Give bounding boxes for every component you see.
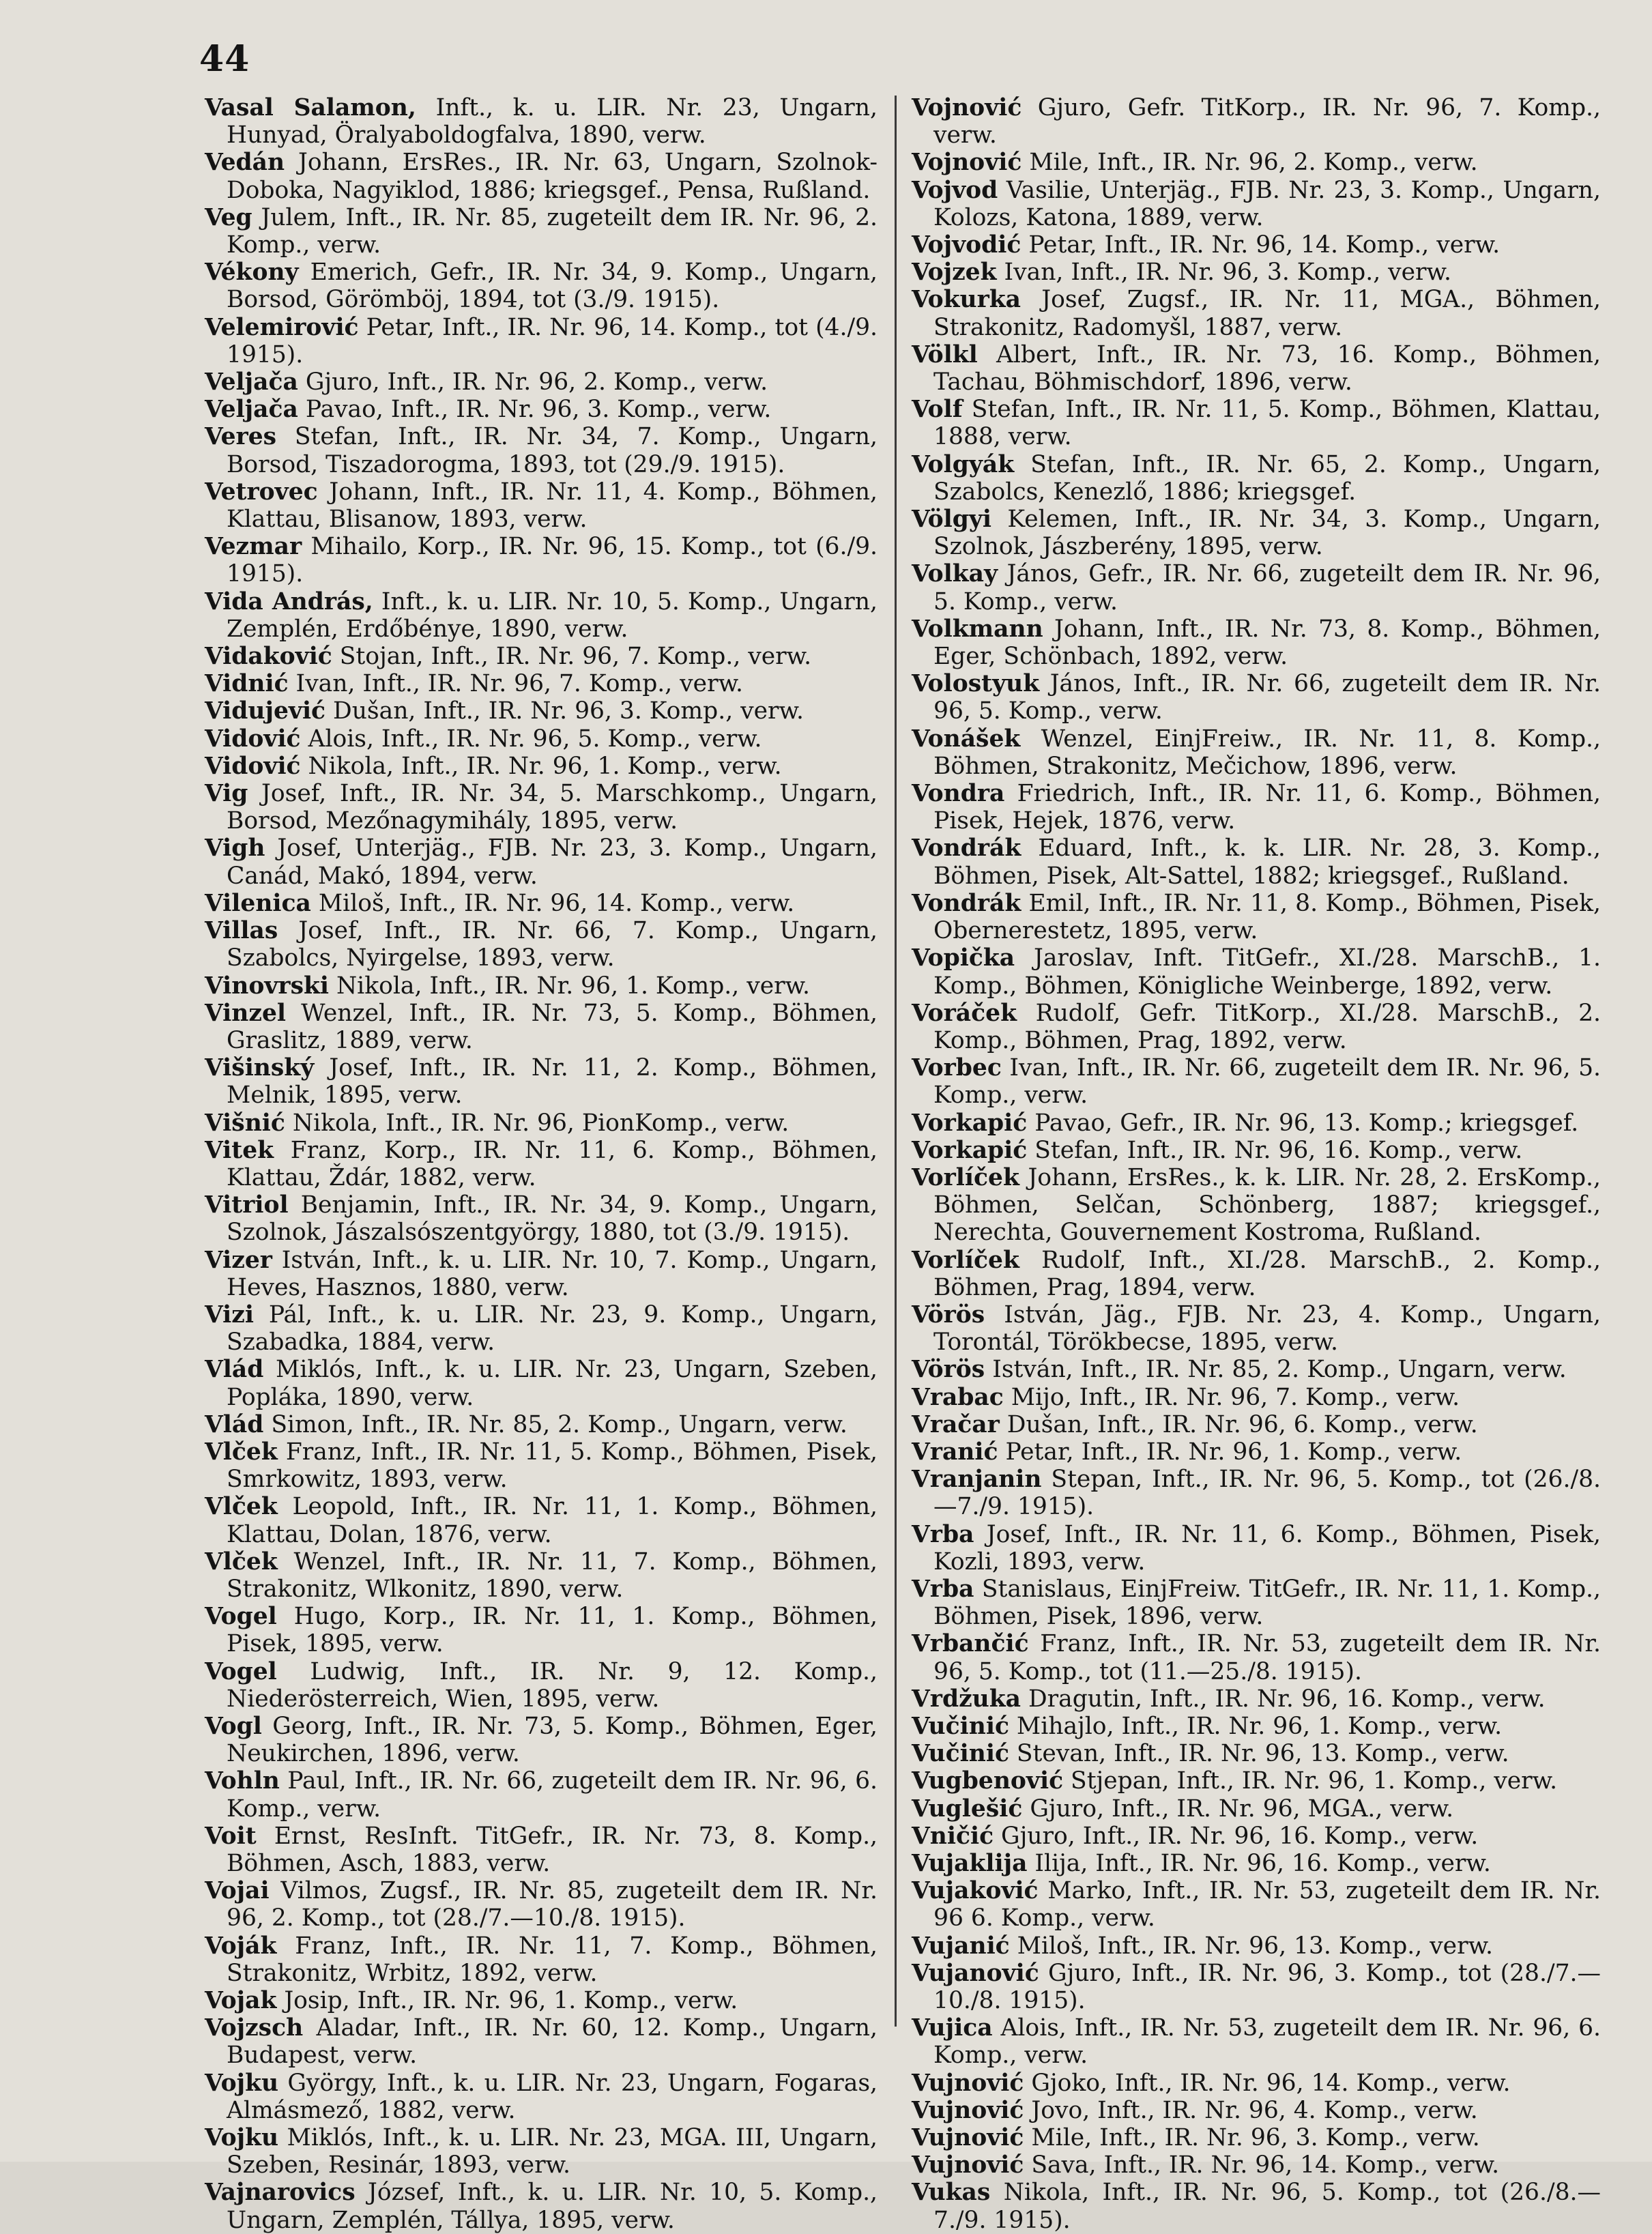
entry-details: Stojan, Inft., IR. Nr. 96, 7. Komp., verw. bbox=[332, 643, 812, 671]
entry-surname: Vonášek bbox=[912, 725, 1021, 753]
entry-surname: Villas bbox=[205, 917, 278, 945]
entry-details: Johann, Inft., IR. Nr. 73, 8. Komp., Böhmen, Eger, Schönbach, 1892, verw. bbox=[933, 615, 1601, 671]
entry-details: István, Jäg., FJB. Nr. 23, 4. Komp., Ungarn, Torontál, Törökbecse, 1895, verw. bbox=[933, 1301, 1601, 1357]
entry-surname: Vujanić bbox=[912, 1932, 1010, 1960]
left-column bbox=[205, 94, 878, 2234]
entry-surname: Vedán bbox=[205, 149, 285, 177]
entry-surname: Vetrovec bbox=[205, 478, 318, 506]
casualty-entry bbox=[205, 1191, 878, 1246]
entry-surname: Vizer bbox=[205, 1246, 272, 1274]
entry-details: Stefan, Inft., IR. Nr. 65, 2. Komp., Ungarn, Szabolcs, Kenezlő, 1886; kriegsgef. bbox=[933, 450, 1601, 506]
casualty-entry bbox=[205, 1109, 878, 1137]
casualty-entry bbox=[205, 1932, 878, 1987]
casualty-entry bbox=[205, 1877, 878, 1932]
entry-surname: Voják bbox=[205, 1932, 277, 1960]
casualty-entry bbox=[205, 917, 878, 972]
entry-details: Ivan, Inft., IR. Nr. 96, 3. Komp., verw. bbox=[996, 259, 1451, 287]
casualty-entry bbox=[205, 972, 878, 1000]
entry-details: István, Inft., IR. Nr. 85, 2. Komp., Ungarn, verw. bbox=[985, 1356, 1567, 1384]
casualty-entry bbox=[205, 835, 878, 889]
entry-details: Josip, Inft., IR. Nr. 96, 1. Komp., verw. bbox=[276, 1987, 738, 2015]
entry-surname: Vujica bbox=[912, 2014, 993, 2042]
entry-surname: Vojku bbox=[205, 2124, 279, 2152]
casualty-entry bbox=[912, 1685, 1601, 1713]
casualty-entry bbox=[205, 314, 878, 368]
entry-details: Ilija, Inft., IR. Nr. 96, 16. Komp., verw. bbox=[1027, 1850, 1491, 1877]
entry-surname: Vojai bbox=[205, 1877, 270, 1905]
entry-details: János, Inft., IR. Nr. 66, zugeteilt dem IR. Nr. 96, 5. Komp., verw. bbox=[933, 670, 1601, 725]
entry-surname: Vujnović bbox=[912, 2151, 1024, 2179]
casualty-entry bbox=[205, 204, 878, 259]
entry-details: Franz, Inft., IR. Nr. 11, 7. Komp., Böhmen, Strakonitz, Wrbitz, 1892, verw. bbox=[227, 1932, 878, 1987]
casualty-entry bbox=[912, 1630, 1601, 1685]
casualty-entry bbox=[912, 1137, 1601, 1164]
entry-details: Nikola, Inft., IR. Nr. 96, 1. Komp., verw. bbox=[300, 752, 782, 780]
casualty-entry bbox=[205, 2070, 878, 2124]
entry-details: Kelemen, Inft., IR. Nr. 34, 3. Komp., Ungarn, Szolnok, Jászberény, 1895, verw. bbox=[933, 506, 1601, 561]
entry-details: Miklós, Inft., k. u. LIR. Nr. 23, MGA. III, Ungarn, Szeben, Resinár, 1893, verw. bbox=[227, 2124, 878, 2179]
entry-details: Emil, Inft., IR. Nr. 11, 8. Komp., Böhmen, Pisek, Obernerestetz, 1895, verw. bbox=[933, 889, 1601, 945]
entry-surname: Vinzel bbox=[205, 999, 286, 1027]
casualty-entry bbox=[912, 1713, 1601, 1740]
casualty-entry bbox=[912, 1466, 1601, 1520]
casualty-entry bbox=[912, 451, 1601, 506]
casualty-entry bbox=[205, 1438, 878, 1493]
casualty-entry bbox=[205, 1301, 878, 1356]
entry-surname: Vučinić bbox=[912, 1712, 1009, 1740]
entry-details: Josef, Inft., IR. Nr. 34, 5. Marschkomp., Ungarn, Borsod, Mezőnagymihály, 1895, verw. bbox=[227, 780, 878, 835]
entry-surname: Vojzek bbox=[912, 259, 997, 287]
entry-surname: Vorkapić bbox=[912, 1136, 1028, 1164]
entry-surname: Vrba bbox=[912, 1520, 974, 1548]
casualty-entry bbox=[205, 533, 878, 587]
casualty-entry bbox=[912, 177, 1601, 231]
entry-surname: Vorlíček bbox=[912, 1246, 1019, 1274]
entry-details: Jaroslav, Inft. TitGefr., XI./28. MarschB., 1. Komp., Böhmen, Königliche Weinberge, 1892, verw. bbox=[933, 944, 1601, 1000]
casualty-entry bbox=[912, 890, 1601, 944]
entry-details: Stepan, Inft., IR. Nr. 96, 5. Komp., tot (26./8.—7./9. 1915). bbox=[933, 1466, 1601, 1521]
entry-surname: Vugbenović bbox=[912, 1767, 1064, 1795]
entry-details: Franz, Inft., IR. Nr. 53, zugeteilt dem IR. Nr. 96, 5. Komp., tot (11.—25./8. 1915). bbox=[933, 1630, 1601, 1685]
entry-details: Sava, Inft., IR. Nr. 96, 14. Komp., verw. bbox=[1024, 2151, 1500, 2179]
entry-details: Albert, Inft., IR. Nr. 73, 16. Komp., Böhmen, Tachau, Böhmischdorf, 1896, verw. bbox=[933, 340, 1601, 396]
entry-surname: Vujaklija bbox=[912, 1850, 1028, 1877]
entry-details: Johann, ErsRes., IR. Nr. 63, Ungarn, Szolnok-Doboka, Nagyiklod, 1886; kriegsgef., Pensa, Rußland. bbox=[227, 149, 878, 204]
entry-details: Josef, Zugsf., IR. Nr. 11, MGA., Böhmen, Strakonitz, Radomyšl, 1887, verw. bbox=[933, 286, 1601, 341]
casualty-entry bbox=[205, 697, 878, 725]
entry-surname: Vlček bbox=[205, 1493, 278, 1521]
entry-surname: Velemirović bbox=[205, 313, 359, 341]
entry-surname: Vidović bbox=[205, 752, 301, 780]
casualty-entry bbox=[205, 1713, 878, 1767]
entry-details: Paul, Inft., IR. Nr. 66, zugeteilt dem IR. Nr. 96, 6. Komp., verw. bbox=[227, 1767, 878, 1823]
entry-surname: Vondra bbox=[912, 780, 1005, 808]
casualty-entry bbox=[205, 1987, 878, 2014]
entry-details: Josef, Unterjäg., FJB. Nr. 23, 3. Komp., Ungarn, Canád, Makó, 1894, verw. bbox=[227, 835, 878, 890]
entry-surname: Vrdžuka bbox=[912, 1685, 1021, 1713]
entry-details: Inft., k. u. LIR. Nr. 23, Ungarn, Hunyad, Öralyaboldogfalva, 1890, verw. bbox=[227, 94, 878, 149]
casualty-entry bbox=[912, 780, 1601, 835]
entry-surname: Vrbančić bbox=[912, 1630, 1029, 1658]
entry-surname: Vojku bbox=[205, 2069, 279, 2097]
entry-surname: Vranić bbox=[912, 1438, 998, 1466]
casualty-entry bbox=[912, 1384, 1601, 1411]
casualty-entry bbox=[912, 1247, 1601, 1301]
entry-details: Nikola, Inft., IR. Nr. 96, PionKomp., verw. bbox=[285, 1109, 789, 1137]
entry-details: Hugo, Korp., IR. Nr. 11, 1. Komp., Böhmen, Pisek, 1895, verw. bbox=[227, 1603, 878, 1658]
casualty-entry bbox=[912, 149, 1601, 176]
casualty-entry bbox=[205, 94, 878, 149]
casualty-entry bbox=[205, 643, 878, 670]
entry-details: Friedrich, Inft., IR. Nr. 11, 6. Komp., Böhmen, Pisek, Hejek, 1876, verw. bbox=[933, 780, 1601, 835]
entry-details: Benjamin, Inft., IR. Nr. 34, 9. Komp., Ungarn, Szolnok, Jászalsószentgyörgy, 1880, tot (3./9. 1915). bbox=[227, 1191, 878, 1247]
entry-surname: Volgyák bbox=[912, 450, 1015, 478]
entry-details: Dušan, Inft., IR. Nr. 96, 6. Komp., verw. bbox=[999, 1410, 1478, 1438]
casualty-entry bbox=[205, 1356, 878, 1410]
entry-details: Mijo, Inft., IR. Nr. 96, 7. Komp., verw. bbox=[1003, 1383, 1460, 1411]
entry-surname: Vujnović bbox=[912, 2069, 1024, 2097]
entry-surname: Veljača bbox=[205, 396, 298, 424]
entry-surname: Völkl bbox=[912, 340, 978, 368]
casualty-entry bbox=[912, 560, 1601, 615]
entry-details: Rudolf, Inft., XI./28. MarschB., 2. Komp., Böhmen, Prag, 1894, verw. bbox=[933, 1246, 1601, 1301]
entry-surname: Vogl bbox=[205, 1712, 262, 1740]
entry-details: Miloš, Inft., IR. Nr. 96, 13. Komp., verw. bbox=[1009, 1932, 1493, 1960]
entry-surname: Veg bbox=[205, 203, 252, 231]
casualty-entry bbox=[205, 396, 878, 423]
entry-surname: Vékony bbox=[205, 259, 299, 287]
entry-surname: Vujaković bbox=[912, 1877, 1039, 1905]
entry-surname: Vojzsch bbox=[205, 2014, 304, 2042]
entry-details: Leopold, Inft., IR. Nr. 11, 1. Komp., Böhmen, Klattau, Dolan, 1876, verw. bbox=[227, 1493, 878, 1548]
casualty-entry bbox=[912, 1767, 1601, 1795]
entry-details: Gjuro, Gefr. TitKorp., IR. Nr. 96, 7. Komp., verw. bbox=[933, 94, 1601, 149]
entry-surname: Vörös bbox=[912, 1356, 985, 1384]
casualty-entry bbox=[205, 1767, 878, 1822]
entry-surname: Vojak bbox=[205, 1987, 277, 2015]
casualty-entry bbox=[205, 2014, 878, 2069]
column-divider bbox=[895, 96, 897, 2027]
entry-surname: Vinovrski bbox=[205, 972, 330, 1000]
entry-surname: Vojvod bbox=[912, 176, 998, 204]
entry-details: Ludwig, Inft., IR. Nr. 9, 12. Komp., Niederösterreich, Wien, 1895, verw. bbox=[227, 1657, 878, 1713]
entry-surname: Volkmann bbox=[912, 615, 1043, 643]
casualty-entry bbox=[912, 2124, 1601, 2151]
casualty-entry bbox=[205, 1054, 878, 1109]
entry-details: János, Gefr., IR. Nr. 66, zugeteilt dem IR. Nr. 96, 5. Komp., verw. bbox=[933, 560, 1601, 615]
entry-details: Rudolf, Gefr. TitKorp., XI./28. MarschB., 2. Komp., Böhmen, Prag, 1892, verw. bbox=[933, 999, 1601, 1054]
entry-details: Mile, Inft., IR. Nr. 96, 2. Komp., verw. bbox=[1021, 149, 1478, 177]
entry-details: Simon, Inft., IR. Nr. 85, 2. Komp., Ungarn, verw. bbox=[263, 1410, 847, 1438]
casualty-entry bbox=[205, 588, 878, 643]
entry-details: Emerich, Gefr., IR. Nr. 34, 9. Komp., Ungarn, Borsod, Görömböj, 1894, tot (3./9. 1915). bbox=[227, 259, 878, 314]
casualty-entry bbox=[205, 1658, 878, 1713]
entry-surname: Vitek bbox=[205, 1136, 274, 1164]
entry-details: Marko, Inft., IR. Nr. 53, zugeteilt dem IR. Nr. 96 6. Komp., verw. bbox=[933, 1877, 1601, 1932]
entry-surname: Vogel bbox=[205, 1657, 277, 1685]
entry-surname: Vukas bbox=[912, 2179, 991, 2207]
entry-surname: Vničić bbox=[912, 1822, 994, 1850]
entry-surname: Vujanović bbox=[912, 1959, 1039, 1987]
entry-surname: Veljača bbox=[205, 368, 298, 396]
entry-details: Pál, Inft., k. u. LIR. Nr. 23, 9. Komp., Ungarn, Szabadka, 1884, verw. bbox=[227, 1301, 878, 1357]
entry-surname: Vranjanin bbox=[912, 1466, 1042, 1494]
entry-details: Johann, ErsRes., k. k. LIR. Nr. 28, 2. ErsKomp., Böhmen, Selčan, Schönberg, 1887; kriegsgef., Nerechta, Gouvernement Kostroma, Rußland. bbox=[933, 1163, 1601, 1247]
entry-details: Nikola, Inft., IR. Nr. 96, 1. Komp., verw. bbox=[329, 972, 811, 1000]
entry-surname: Voit bbox=[205, 1822, 257, 1850]
entry-details: Franz, Inft., IR. Nr. 11, 5. Komp., Böhmen, Pisek, Smrkowitz, 1893, verw. bbox=[227, 1438, 878, 1494]
entry-surname: Volf bbox=[912, 396, 963, 424]
entry-surname: Vorlíček bbox=[912, 1163, 1019, 1191]
entry-details: Julem, Inft., IR. Nr. 85, zugeteilt dem IR. Nr. 96, 2. Komp., verw. bbox=[227, 203, 878, 259]
entry-surname: Vučinić bbox=[912, 1740, 1009, 1768]
casualty-entry bbox=[912, 2097, 1601, 2124]
entry-surname: Vojnović bbox=[912, 149, 1022, 177]
entry-details: Mihailo, Korp., IR. Nr. 96, 15. Komp., tot (6./9. 1915). bbox=[227, 533, 878, 588]
entry-surname: Vujnović bbox=[912, 2124, 1024, 2152]
entry-surname: Vidujević bbox=[205, 697, 326, 725]
entry-surname: Vidaković bbox=[205, 643, 332, 671]
casualty-entry bbox=[205, 1137, 878, 1191]
casualty-entry bbox=[205, 1000, 878, 1054]
casualty-entry bbox=[205, 753, 878, 780]
entry-details: Aladar, Inft., IR. Nr. 60, 12. Komp., Ungarn, Budapest, verw. bbox=[227, 2014, 878, 2070]
entry-surname: Vorkapić bbox=[912, 1109, 1028, 1137]
entry-surname: Vlád bbox=[205, 1410, 264, 1438]
entry-details: Georg, Inft., IR. Nr. 73, 5. Komp., Böhmen, Eger, Neukirchen, 1896, verw. bbox=[227, 1712, 878, 1768]
entry-surname: Vida András, bbox=[205, 587, 373, 615]
casualty-entry bbox=[912, 286, 1601, 340]
entry-surname: Volostyuk bbox=[912, 670, 1040, 698]
entry-details: Nikola, Inft., IR. Nr. 96, 5. Komp., tot (26./8.—7./9. 1915). bbox=[933, 2179, 1601, 2234]
casualty-entry bbox=[912, 1356, 1601, 1383]
entry-surname: Vig bbox=[205, 780, 248, 808]
entry-surname: Vujnović bbox=[912, 2096, 1024, 2124]
casualty-entry bbox=[205, 368, 878, 396]
casualty-entry bbox=[205, 1823, 878, 1877]
entry-details: Vasilie, Unterjäg., FJB. Nr. 23, 3. Komp., Ungarn, Kolozs, Katona, 1889, verw. bbox=[933, 176, 1601, 231]
casualty-entry bbox=[912, 1521, 1601, 1576]
casualty-entry bbox=[205, 1548, 878, 1603]
entry-details: Pavao, Gefr., IR. Nr. 96, 13. Komp.; kriegsgef. bbox=[1027, 1109, 1579, 1137]
entry-details: Stjepan, Inft., IR. Nr. 96, 1. Komp., verw. bbox=[1063, 1767, 1558, 1795]
casualty-entry bbox=[912, 2070, 1601, 2097]
entry-details: István, Inft., k. u. LIR. Nr. 10, 7. Komp., Ungarn, Heves, Hasznos, 1880, verw. bbox=[227, 1246, 878, 1301]
entry-surname: Vlček bbox=[205, 1548, 278, 1576]
casualty-entry bbox=[912, 1877, 1601, 1932]
casualty-entry bbox=[205, 423, 878, 478]
casualty-entry bbox=[205, 259, 878, 313]
casualty-entry bbox=[205, 149, 878, 203]
entry-details: Gjuro, Inft., IR. Nr. 96, 2. Komp., verw. bbox=[298, 368, 768, 396]
casualty-entry bbox=[912, 944, 1601, 999]
entry-surname: Vlád bbox=[205, 1356, 264, 1384]
casualty-entry bbox=[912, 1411, 1601, 1438]
entry-surname: Vigh bbox=[205, 835, 265, 862]
entry-surname: Volkay bbox=[912, 560, 998, 588]
casualty-entry bbox=[205, 890, 878, 917]
casualty-entry bbox=[912, 1740, 1601, 1767]
entry-details: Vilmos, Zugsf., IR. Nr. 85, zugeteilt dem IR. Nr. 96, 2. Komp., tot (28./7.—10./8. 1915). bbox=[227, 1877, 878, 1932]
entry-surname: Vilenica bbox=[205, 889, 311, 917]
casualty-entry bbox=[912, 1054, 1601, 1109]
casualty-entry bbox=[205, 1411, 878, 1438]
entry-details: Mile, Inft., IR. Nr. 96, 3. Komp., verw. bbox=[1024, 2124, 1480, 2152]
entry-surname: Vizi bbox=[205, 1301, 254, 1329]
entry-surname: Vlček bbox=[205, 1438, 278, 1466]
casualty-entry bbox=[912, 1301, 1601, 1356]
entry-details: Gjuro, Inft., IR. Nr. 96, 3. Komp., tot (28./7.—10./8. 1915). bbox=[933, 1959, 1601, 2015]
entry-surname: Vogel bbox=[205, 1603, 277, 1631]
casualty-entry bbox=[912, 341, 1601, 396]
entry-details: Gjoko, Inft., IR. Nr. 96, 14. Komp., verw. bbox=[1024, 2069, 1511, 2097]
casualty-entry bbox=[912, 1850, 1601, 1877]
entry-surname: Vohln bbox=[205, 1767, 280, 1795]
casualty-entry bbox=[205, 780, 878, 835]
entry-surname: Vojvodić bbox=[912, 231, 1021, 259]
casualty-entry bbox=[912, 615, 1601, 670]
entry-details: Josef, Inft., IR. Nr. 11, 2. Komp., Böhmen, Melnik, 1895, verw. bbox=[227, 1054, 878, 1109]
casualty-entry bbox=[912, 1576, 1601, 1630]
entry-surname: Vorbec bbox=[912, 1054, 1002, 1082]
casualty-entry bbox=[912, 670, 1601, 725]
entry-surname: Vondrák bbox=[912, 889, 1021, 917]
entry-details: Josef, Inft., IR. Nr. 11, 6. Komp., Böhmen, Pisek, Kozli, 1893, verw. bbox=[933, 1520, 1601, 1576]
casualty-entry bbox=[912, 1000, 1601, 1054]
entry-surname: Vrba bbox=[912, 1575, 974, 1603]
entry-details: Ivan, Inft., IR. Nr. 96, 7. Komp., verw. bbox=[288, 670, 743, 698]
entry-surname: Völgyi bbox=[912, 506, 991, 534]
entry-details: György, Inft., k. u. LIR. Nr. 23, Ungarn, Fogaras, Almásmező, 1882, verw. bbox=[227, 2069, 878, 2124]
entry-details: Stefan, Inft., IR. Nr. 11, 5. Komp., Böhmen, Klattau, 1888, verw. bbox=[933, 396, 1601, 451]
casualty-entry bbox=[205, 1603, 878, 1657]
entry-surname: Vezmar bbox=[205, 533, 302, 561]
casualty-entry bbox=[912, 231, 1601, 259]
entry-details: Miklós, Inft., k. u. LIR. Nr. 23, Ungarn, Szeben, Popláka, 1890, verw. bbox=[227, 1356, 878, 1411]
entry-details: Dušan, Inft., IR. Nr. 96, 3. Komp., verw. bbox=[325, 697, 804, 725]
entry-surname: Višinský bbox=[205, 1054, 315, 1082]
casualty-entry bbox=[205, 2124, 878, 2179]
entry-surname: Vojnović bbox=[912, 94, 1022, 121]
entry-surname: Vidnić bbox=[205, 670, 289, 698]
entry-details: Alois, Inft., IR. Nr. 96, 5. Komp., verw. bbox=[300, 725, 762, 753]
entry-details: Franz, Korp., IR. Nr. 11, 6. Komp., Böhmen, Klattau, Ždár, 1882, verw. bbox=[227, 1136, 878, 1191]
entry-surname: Vitriol bbox=[205, 1191, 289, 1219]
casualty-entry bbox=[912, 1795, 1601, 1823]
entry-surname: Veres bbox=[205, 423, 277, 451]
casualty-entry bbox=[912, 2179, 1601, 2233]
entry-details: Wenzel, EinjFreiw., IR. Nr. 11, 8. Komp., Böhmen, Strakonitz, Mečichow, 1896, verw. bbox=[933, 725, 1601, 780]
casualty-entry bbox=[912, 506, 1601, 560]
casualty-entry bbox=[205, 1493, 878, 1548]
casualty-entry bbox=[912, 1109, 1601, 1137]
entry-surname: Vuglešić bbox=[912, 1795, 1023, 1823]
entry-surname: Vörös bbox=[912, 1301, 985, 1329]
casualty-entry bbox=[912, 1932, 1601, 1960]
entry-surname: Vokurka bbox=[912, 286, 1021, 314]
entry-details: Mihajlo, Inft., IR. Nr. 96, 1. Komp., verw. bbox=[1009, 1712, 1503, 1740]
casualty-entry bbox=[205, 670, 878, 697]
casualty-entry bbox=[912, 2014, 1601, 2069]
entry-surname: Vondrák bbox=[912, 835, 1021, 862]
entry-details: Ernst, ResInft. TitGefr., IR. Nr. 73, 8. Komp., Böhmen, Asch, 1883, verw. bbox=[227, 1822, 878, 1877]
casualty-entry bbox=[912, 1164, 1601, 1247]
entry-surname: Vajnarovics bbox=[205, 2179, 356, 2207]
entry-details: Eduard, Inft., k. k. LIR. Nr. 28, 3. Komp., Böhmen, Pisek, Alt-Sattel, 1882; kriegsgef., Rußland. bbox=[933, 835, 1601, 890]
page-number: 44 bbox=[199, 38, 250, 80]
entry-details: Alois, Inft., IR. Nr. 53, zugeteilt dem IR. Nr. 96, 6. Komp., verw. bbox=[933, 2014, 1601, 2070]
entry-surname: Vidović bbox=[205, 725, 301, 753]
right-column bbox=[912, 94, 1601, 2234]
casualty-entry bbox=[912, 725, 1601, 780]
entry-details: Wenzel, Inft., IR. Nr. 11, 7. Komp., Böhmen, Strakonitz, Wlkonitz, 1890, verw. bbox=[227, 1548, 878, 1603]
casualty-entry bbox=[912, 94, 1601, 149]
entry-details: Petar, Inft., IR. Nr. 96, 14. Komp., verw. bbox=[1021, 231, 1501, 259]
entry-details: Dragutin, Inft., IR. Nr. 96, 16. Komp., verw. bbox=[1021, 1685, 1546, 1713]
entry-details: Gjuro, Inft., IR. Nr. 96, MGA., verw. bbox=[1022, 1795, 1454, 1823]
entry-details: Stefan, Inft., IR. Nr. 96, 16. Komp., verw. bbox=[1027, 1136, 1523, 1164]
casualty-entry bbox=[912, 396, 1601, 450]
entry-surname: Voráček bbox=[912, 999, 1017, 1027]
casualty-entry bbox=[205, 725, 878, 753]
entry-details: Ivan, Inft., IR. Nr. 66, zugeteilt dem IR. Nr. 96, 5. Komp., verw. bbox=[933, 1054, 1601, 1109]
entry-details: Wenzel, Inft., IR. Nr. 73, 5. Komp., Böhmen, Graslitz, 1889, verw. bbox=[227, 999, 878, 1054]
entry-details: József, Inft., k. u. LIR. Nr. 10, 5. Komp., Ungarn, Zemplén, Tállya, 1895, verw. bbox=[227, 2179, 878, 2234]
casualty-entry bbox=[205, 478, 878, 533]
entry-details: Stanislaus, EinjFreiw. TitGefr., IR. Nr. 11, 1. Komp., Böhmen, Pisek, 1896, verw. bbox=[933, 1575, 1601, 1631]
casualty-entry bbox=[912, 835, 1601, 889]
entry-details: Petar, Inft., IR. Nr. 96, 14. Komp., tot (4./9. 1915). bbox=[227, 313, 878, 368]
casualty-entry bbox=[205, 1247, 878, 1301]
entry-details: Pavao, Inft., IR. Nr. 96, 3. Komp., verw. bbox=[298, 396, 772, 424]
entry-details: Gjuro, Inft., IR. Nr. 96, 16. Komp., verw. bbox=[994, 1822, 1479, 1850]
casualty-entry bbox=[205, 2179, 878, 2233]
entry-details: Petar, Inft., IR. Nr. 96, 1. Komp., verw. bbox=[998, 1438, 1462, 1466]
casualty-entry bbox=[912, 259, 1601, 286]
entry-surname: Višnić bbox=[205, 1109, 285, 1137]
entry-surname: Vasal Salamon, bbox=[205, 94, 416, 121]
entry-details: Inft., k. u. LIR. Nr. 10, 5. Komp., Ungarn, Zemplén, Erdőbénye, 1890, verw. bbox=[227, 587, 878, 643]
entry-details: Miloš, Inft., IR. Nr. 96, 14. Komp., verw. bbox=[310, 889, 795, 917]
entry-details: Jovo, Inft., IR. Nr. 96, 4. Komp., verw. bbox=[1024, 2096, 1478, 2124]
casualty-entry bbox=[912, 1960, 1601, 2014]
entry-details: Stefan, Inft., IR. Nr. 34, 7. Komp., Ungarn, Borsod, Tiszadorogma, 1893, tot (29./9. 1915). bbox=[227, 423, 878, 478]
entry-details: Johann, Inft., IR. Nr. 11, 4. Komp., Böhmen, Klattau, Blisanow, 1893, verw. bbox=[227, 478, 878, 534]
entry-surname: Vrabac bbox=[912, 1383, 1004, 1411]
entry-surname: Vračar bbox=[912, 1410, 1000, 1438]
casualty-entry bbox=[912, 1438, 1601, 1466]
casualty-entry bbox=[912, 1823, 1601, 1850]
entry-details: Stevan, Inft., IR. Nr. 96, 13. Komp., verw. bbox=[1009, 1740, 1509, 1768]
casualty-entry bbox=[912, 2151, 1601, 2179]
entry-surname: Vopička bbox=[912, 944, 1015, 972]
entry-details: Josef, Inft., IR. Nr. 66, 7. Komp., Ungarn, Szabolcs, Nyirgelse, 1893, verw. bbox=[227, 917, 878, 972]
